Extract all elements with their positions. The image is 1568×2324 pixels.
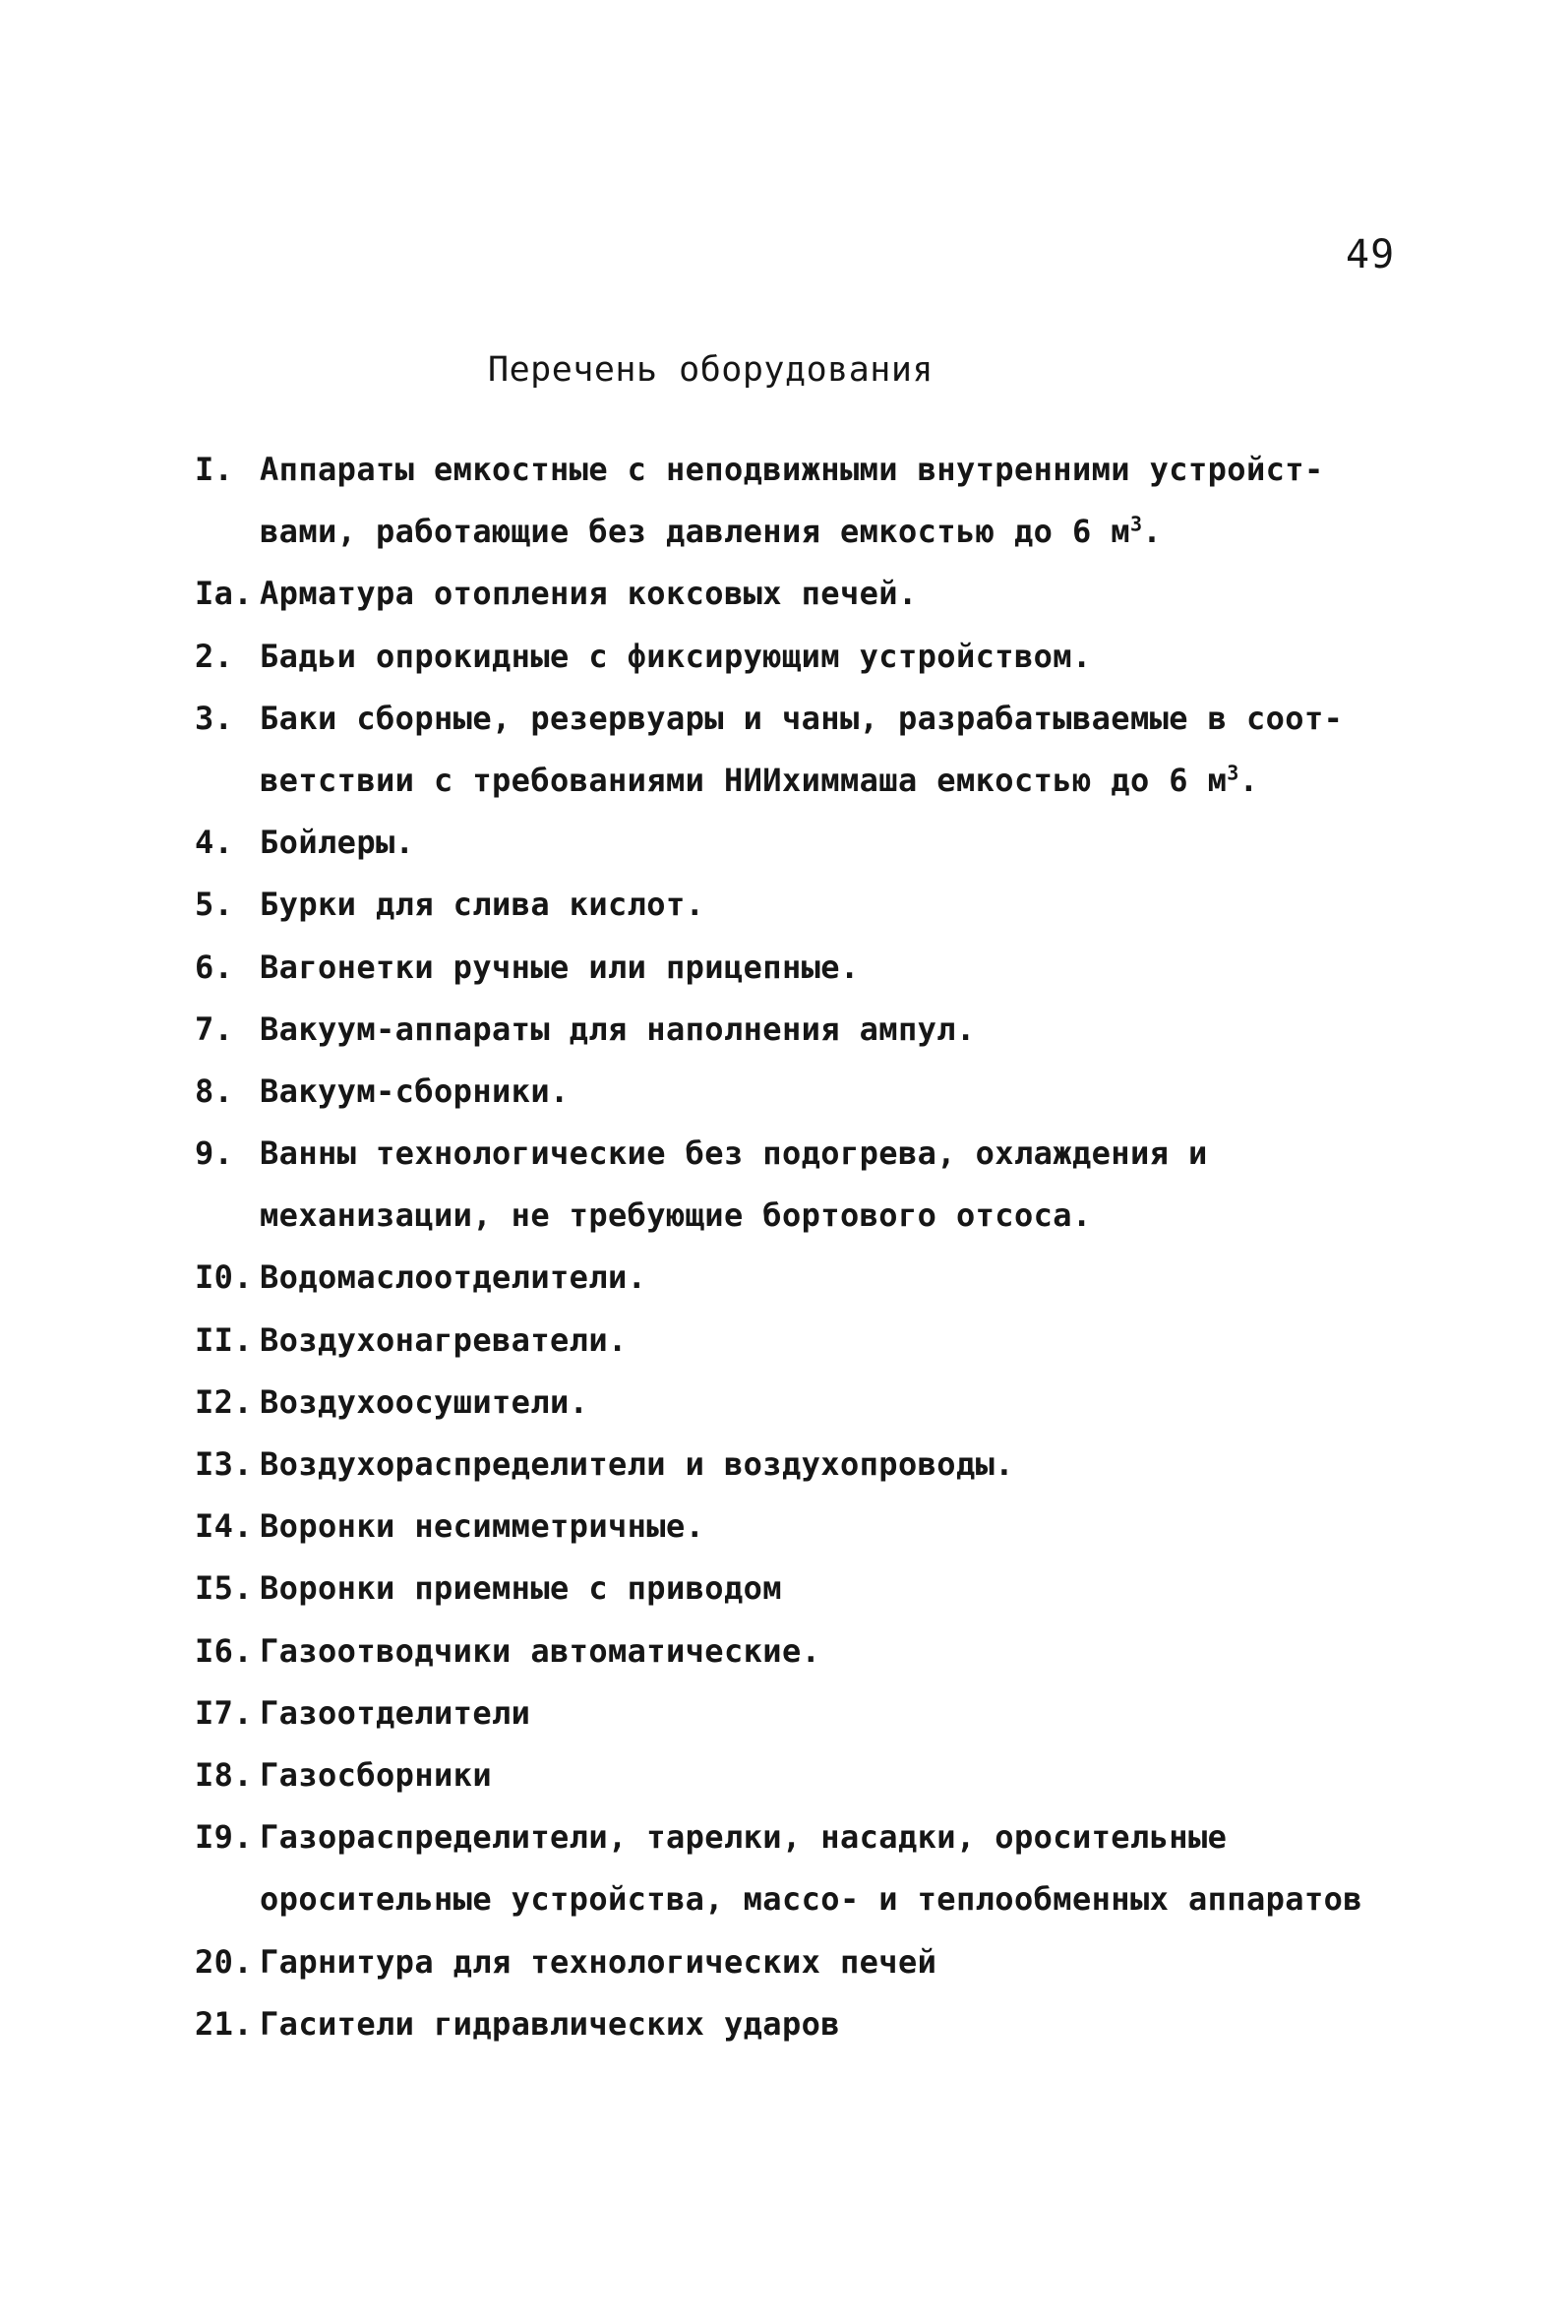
list-item <box>195 1061 1503 1123</box>
superscript: 3 <box>1227 761 1239 785</box>
item-line: Газораспределители, тарелки, насадки, оросительные <box>260 1818 1228 1857</box>
list-item <box>195 688 1503 812</box>
item-number: II. <box>195 1320 253 1359</box>
item-text: Воронки несимметричные. <box>260 1507 705 1546</box>
list-item <box>195 1993 1503 2055</box>
list-item <box>195 1372 1503 1434</box>
list-item <box>195 439 1503 563</box>
item-text: Воздухораспределители и воздухопроводы. <box>260 1445 1014 1484</box>
list-item <box>195 1682 1503 1744</box>
list-item <box>195 1123 1503 1247</box>
list-item <box>195 1434 1503 1496</box>
item-text: Газосборники <box>260 1755 492 1794</box>
item-text: Арматура отопления коксовых печей. <box>260 575 918 613</box>
item-number: 8. <box>195 1071 234 1110</box>
list-item <box>195 1247 1503 1309</box>
list-item <box>195 1931 1503 1993</box>
item-text: Вакуум-сборники. <box>260 1071 570 1110</box>
item-line-continued <box>260 501 1503 563</box>
list-item <box>195 1744 1503 1806</box>
item-number: 9. <box>195 1134 234 1173</box>
list-item <box>195 937 1503 999</box>
list-item <box>195 1496 1503 1558</box>
item-line-text: ветствии с требованиями НИИхиммаша емкостью до 6 м <box>260 761 1228 799</box>
item-number: I6. <box>195 1631 253 1670</box>
list-item <box>195 812 1503 874</box>
list-item <box>195 626 1503 688</box>
item-number: I9. <box>195 1818 253 1857</box>
item-text: Гасители гидравлических ударов <box>260 2004 840 2043</box>
line-tail: . <box>1142 513 1163 551</box>
list-item <box>195 1621 1503 1682</box>
item-text: Бойлеры. <box>260 824 415 862</box>
item-number: 2. <box>195 637 234 675</box>
item-line-continued: механизации, не требующие бортового отсоса. <box>260 1196 1092 1235</box>
item-line-text: вами, работающие без давления емкостью до 6 м <box>260 513 1130 551</box>
item-line-continued: оросительные устройства, массо- и теплообменных аппаратов <box>260 1880 1362 1919</box>
item-number: I8. <box>195 1755 253 1794</box>
item-text: Газоотделители <box>260 1693 531 1732</box>
item-line-continued <box>260 750 1503 812</box>
item-number: I0. <box>195 1258 253 1297</box>
list-item <box>195 1310 1503 1372</box>
item-number: 7. <box>195 1009 234 1048</box>
equipment-list <box>195 439 1503 2055</box>
superscript: 3 <box>1129 512 1143 536</box>
item-text: Вагонетки ручные или прицепные. <box>260 948 860 986</box>
item-line: Аппараты емкостные с неподвижными внутренними устройст- <box>260 451 1324 488</box>
page-number: 49 <box>1346 232 1396 277</box>
item-text <box>260 688 1503 812</box>
item-number: I2. <box>195 1382 253 1421</box>
item-text: Газоотводчики автоматические. <box>260 1631 821 1670</box>
list-item <box>195 563 1503 625</box>
item-text: Вакуум-аппараты для наполнения ампул. <box>260 1009 976 1048</box>
item-text: Бадьи опрокидные с фиксирующим устройством. <box>260 637 1092 675</box>
item-line: Баки сборные, резервуары и чаны, разрабатываемые в соот- <box>260 699 1344 737</box>
item-number: I. <box>195 451 234 488</box>
item-text <box>260 439 1503 563</box>
list-item <box>195 1558 1503 1620</box>
item-number: 21. <box>195 2004 253 2043</box>
list-item <box>195 1806 1503 1930</box>
item-number: I4. <box>195 1507 253 1546</box>
list-item <box>195 999 1503 1061</box>
item-text: Бурки для слива кислот. <box>260 886 705 924</box>
item-line: Ванны технологические без подогрева, охлаждения и <box>260 1134 1208 1173</box>
item-number: Iа. <box>195 575 253 613</box>
item-number: 5. <box>195 886 234 924</box>
item-number: I5. <box>195 1569 253 1608</box>
item-text <box>260 1123 1503 1247</box>
item-number: 20. <box>195 1942 253 1981</box>
document-title: Перечень оборудования <box>488 350 935 390</box>
list-item <box>195 874 1503 936</box>
item-number: 4. <box>195 824 234 862</box>
item-number: 3. <box>195 699 234 737</box>
item-text: Воздухонагреватели. <box>260 1320 628 1359</box>
item-text: Воздухоосушители. <box>260 1382 589 1421</box>
item-number: I3. <box>195 1445 253 1484</box>
line-tail: . <box>1238 761 1259 799</box>
item-number: 6. <box>195 948 234 986</box>
item-text: Воронки приемные с приводом <box>260 1569 782 1608</box>
item-text <box>260 1806 1503 1930</box>
item-number: I7. <box>195 1693 253 1732</box>
item-text: Водомаслоотделители. <box>260 1258 647 1297</box>
item-text: Гарнитура для технологических печей <box>260 1942 937 1981</box>
